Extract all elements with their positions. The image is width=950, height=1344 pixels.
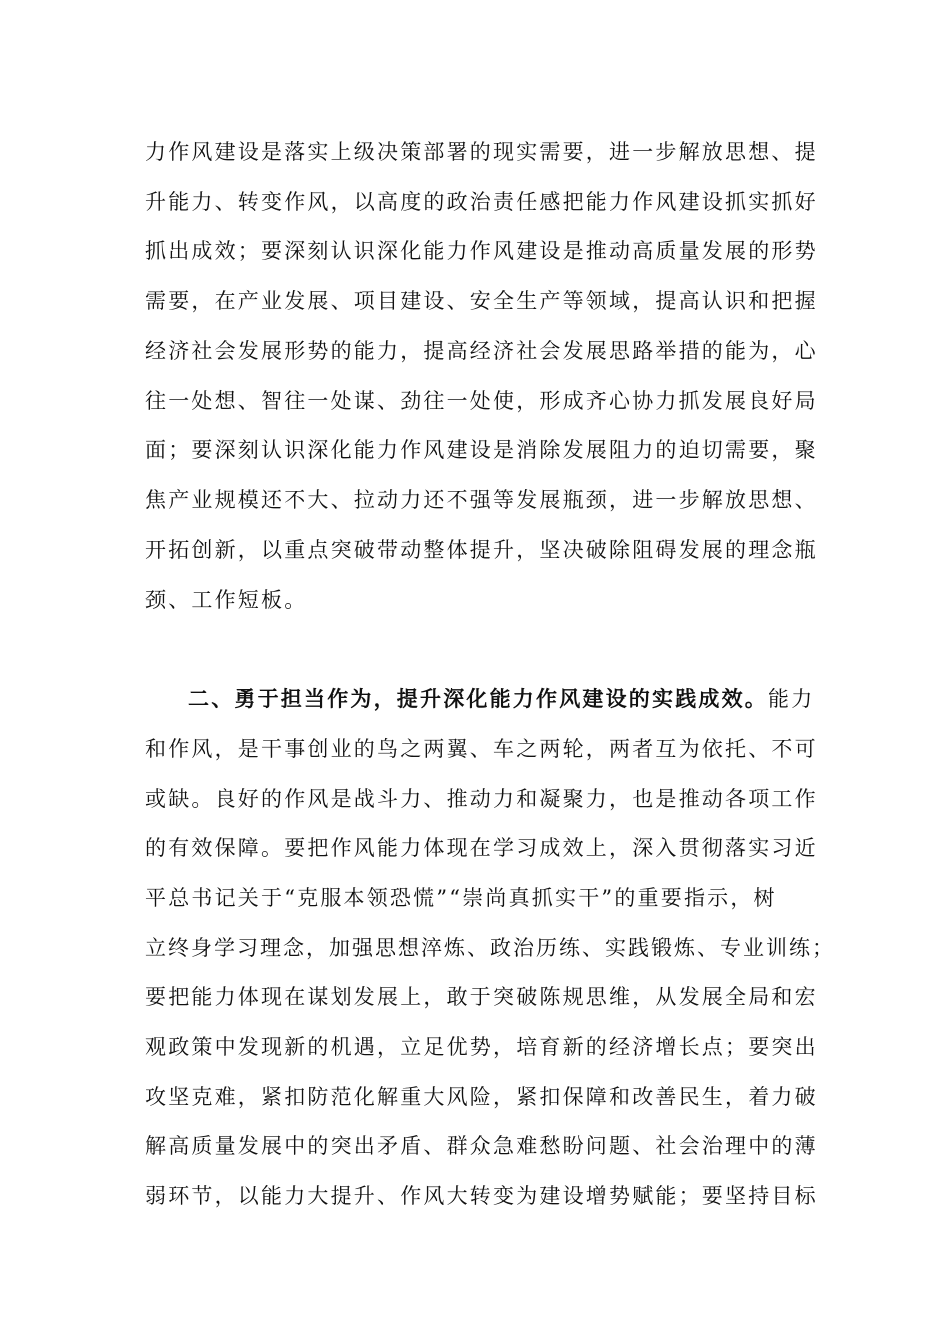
paragraph-line: 立终身学习理念，加强思想淬炼、政治历练、实践锻炼、专业训练； bbox=[145, 936, 835, 960]
paragraph-line: 开拓创新，以重点突破带动整体提升，坚决破除阻碍发展的理念瓶 bbox=[145, 538, 818, 562]
paragraph-line: 观政策中发现新的机遇，立足优势，培育新的经济增长点；要突出 bbox=[145, 1035, 818, 1059]
paragraph-line: 往一处想、智往一处谋、劲往一处使，形成齐心协力抓发展良好局 bbox=[145, 389, 818, 413]
paragraph-line: 升能力、转变作风，以高度的政治责任感把能力作风建设抓实抓好 bbox=[145, 190, 818, 214]
paragraph-line: 或缺。良好的作风是战斗力、推动力和凝聚力，也是推动各项工作 bbox=[145, 787, 818, 811]
paragraph-line: 的有效保障。要把作风能力体现在学习成效上，深入贯彻落实习近 bbox=[145, 836, 818, 860]
paragraph-line: 面；要深刻认识深化能力作风建设是消除发展阻力的迫切需要，聚 bbox=[145, 438, 818, 462]
paragraph-line: 要把能力体现在谋划发展上，敢于突破陈规思维，从发展全局和宏 bbox=[145, 985, 818, 1009]
paragraph-line: 力作风建设是落实上级决策部署的现实需要，进一步解放思想、提 bbox=[145, 140, 818, 164]
paragraph-line: 解高质量发展中的突出矛盾、群众急难愁盼问题、社会治理中的薄 bbox=[145, 1134, 818, 1158]
paragraph-line: 和作风，是干事创业的鸟之两翼、车之两轮，两者互为依托、不可 bbox=[145, 737, 818, 761]
paragraph-line: 攻坚克难，紧扣防范化解重大风险，紧扣保障和改善民生，着力破 bbox=[145, 1085, 818, 1109]
paragraph-line: 经济社会发展形势的能力，提高经济社会发展思路举措的能为，心 bbox=[145, 339, 818, 363]
paragraph-line: 抓出成效；要深刻认识深化能力作风建设是推动高质量发展的形势 bbox=[145, 239, 818, 263]
paragraph-line: 焦产业规模还不大、拉动力还不强等发展瓶颈，进一步解放思想、 bbox=[145, 488, 818, 512]
paragraph-line: 需要，在产业发展、项目建设、安全生产等领域，提高认识和把握 bbox=[145, 289, 818, 313]
section-heading-line bbox=[188, 681, 838, 717]
heading-line-tail: 能力 bbox=[768, 687, 815, 711]
paragraph-line: 弱环节，以能力大提升、作风大转变为建设增势赋能；要坚持目标 bbox=[145, 1184, 818, 1208]
paragraph-line: 颈、工作短板。 bbox=[145, 588, 308, 612]
paragraph-line: 平总书记关于“克服本领恐慌”“崇尚真抓实干”的重要指示，树 bbox=[145, 886, 777, 910]
section-heading: 二、勇于担当作为，提升深化能力作风建设的实践成效。 bbox=[188, 687, 768, 711]
